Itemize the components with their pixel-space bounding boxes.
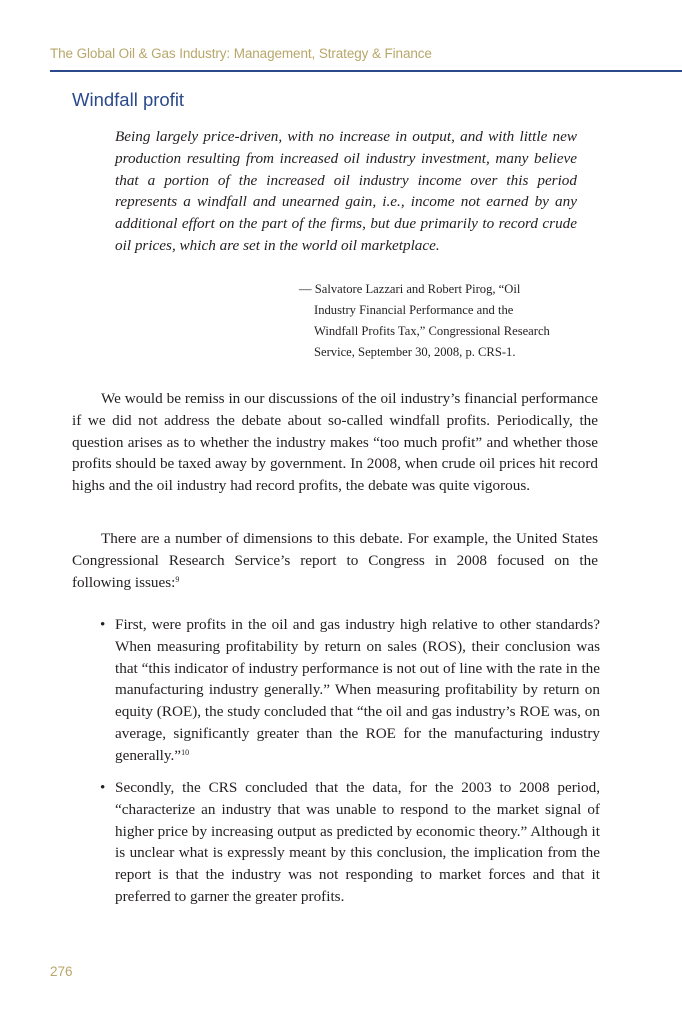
page-number: 276	[50, 964, 73, 979]
epigraph-attribution	[299, 279, 589, 363]
bullet-item	[100, 777, 600, 908]
bullet-list	[100, 614, 600, 767]
footnote-marker[interactable]: 10	[181, 747, 190, 757]
attribution-line: Service, September 30, 2008, p. CRS-1.	[314, 345, 516, 359]
bullet-text: Secondly, the CRS concluded that the data, for the 2003 to 2008 period, “characterize an industry that was unable to respond to the market signal of higher price by increasing output as predicted by economic theory.” Although it is unclear what is expressly meant by this conclusion, the implication from the report is that the industry was not responding to market forces and that it preferred to garner the greater profits.	[115, 779, 600, 905]
section-title: Windfall profit	[72, 89, 185, 110]
footnote-marker[interactable]: 9	[175, 574, 180, 584]
body-paragraph: We would be remiss in our discussions of the oil industry’s financial performance if we did not address the debate about so-called windfall profits. Periodically, the question arises as to whether the industry makes “too much profit” and whether those profits should be taxed away by government. In 2008, when crude oil prices hit record highs and the oil industry had record profits, the debate was quite vigorous.	[72, 390, 598, 495]
attribution-line: Industry Financial Performance and the	[314, 303, 514, 317]
body-paragraph	[72, 528, 598, 593]
attribution-line: — Salvatore Lazzari and Robert Pirog, “Oil	[299, 282, 521, 296]
bullet-icon: •	[100, 616, 106, 633]
epigraph-quote: Being largely price-driven, with no increase in output, and with little new production resulting from increased oil industry investment, many believe that a portion of the increased oil industry income over this period represents a windfall and unearned gain, i.e., income not earned by any additional effort on the part of the firms, but due primarily to record crude oil prices, which are set in the world oil marketplace.	[115, 128, 577, 254]
bullet-list	[100, 777, 600, 908]
bullet-icon: •	[100, 779, 106, 796]
running-head: The Global Oil & Gas Industry: Management, Strategy & Finance	[50, 46, 432, 61]
bullet-item	[100, 614, 600, 767]
body-paragraph-text: There are a number of dimensions to this debate. For example, the United States Congressional Research Service’s report to Congress in 2008 focused on the following issues:	[72, 530, 598, 591]
attribution-line: Windfall Profits Tax,” Congressional Research	[314, 324, 550, 338]
bullet-text: First, were profits in the oil and gas industry high relative to other standards? When measuring profitability by return on sales (ROS), their conclusion was that “this indicator of industry performance is not out of line with the rate in the manufacturing industry generally.” When measuring profitability by return on equity (ROE), the study concluded that “the oil and gas industry’s ROE was, on average, significantly greater than the ROE for the manufacturing industry generally.”	[115, 616, 600, 764]
header-rule	[50, 70, 682, 72]
